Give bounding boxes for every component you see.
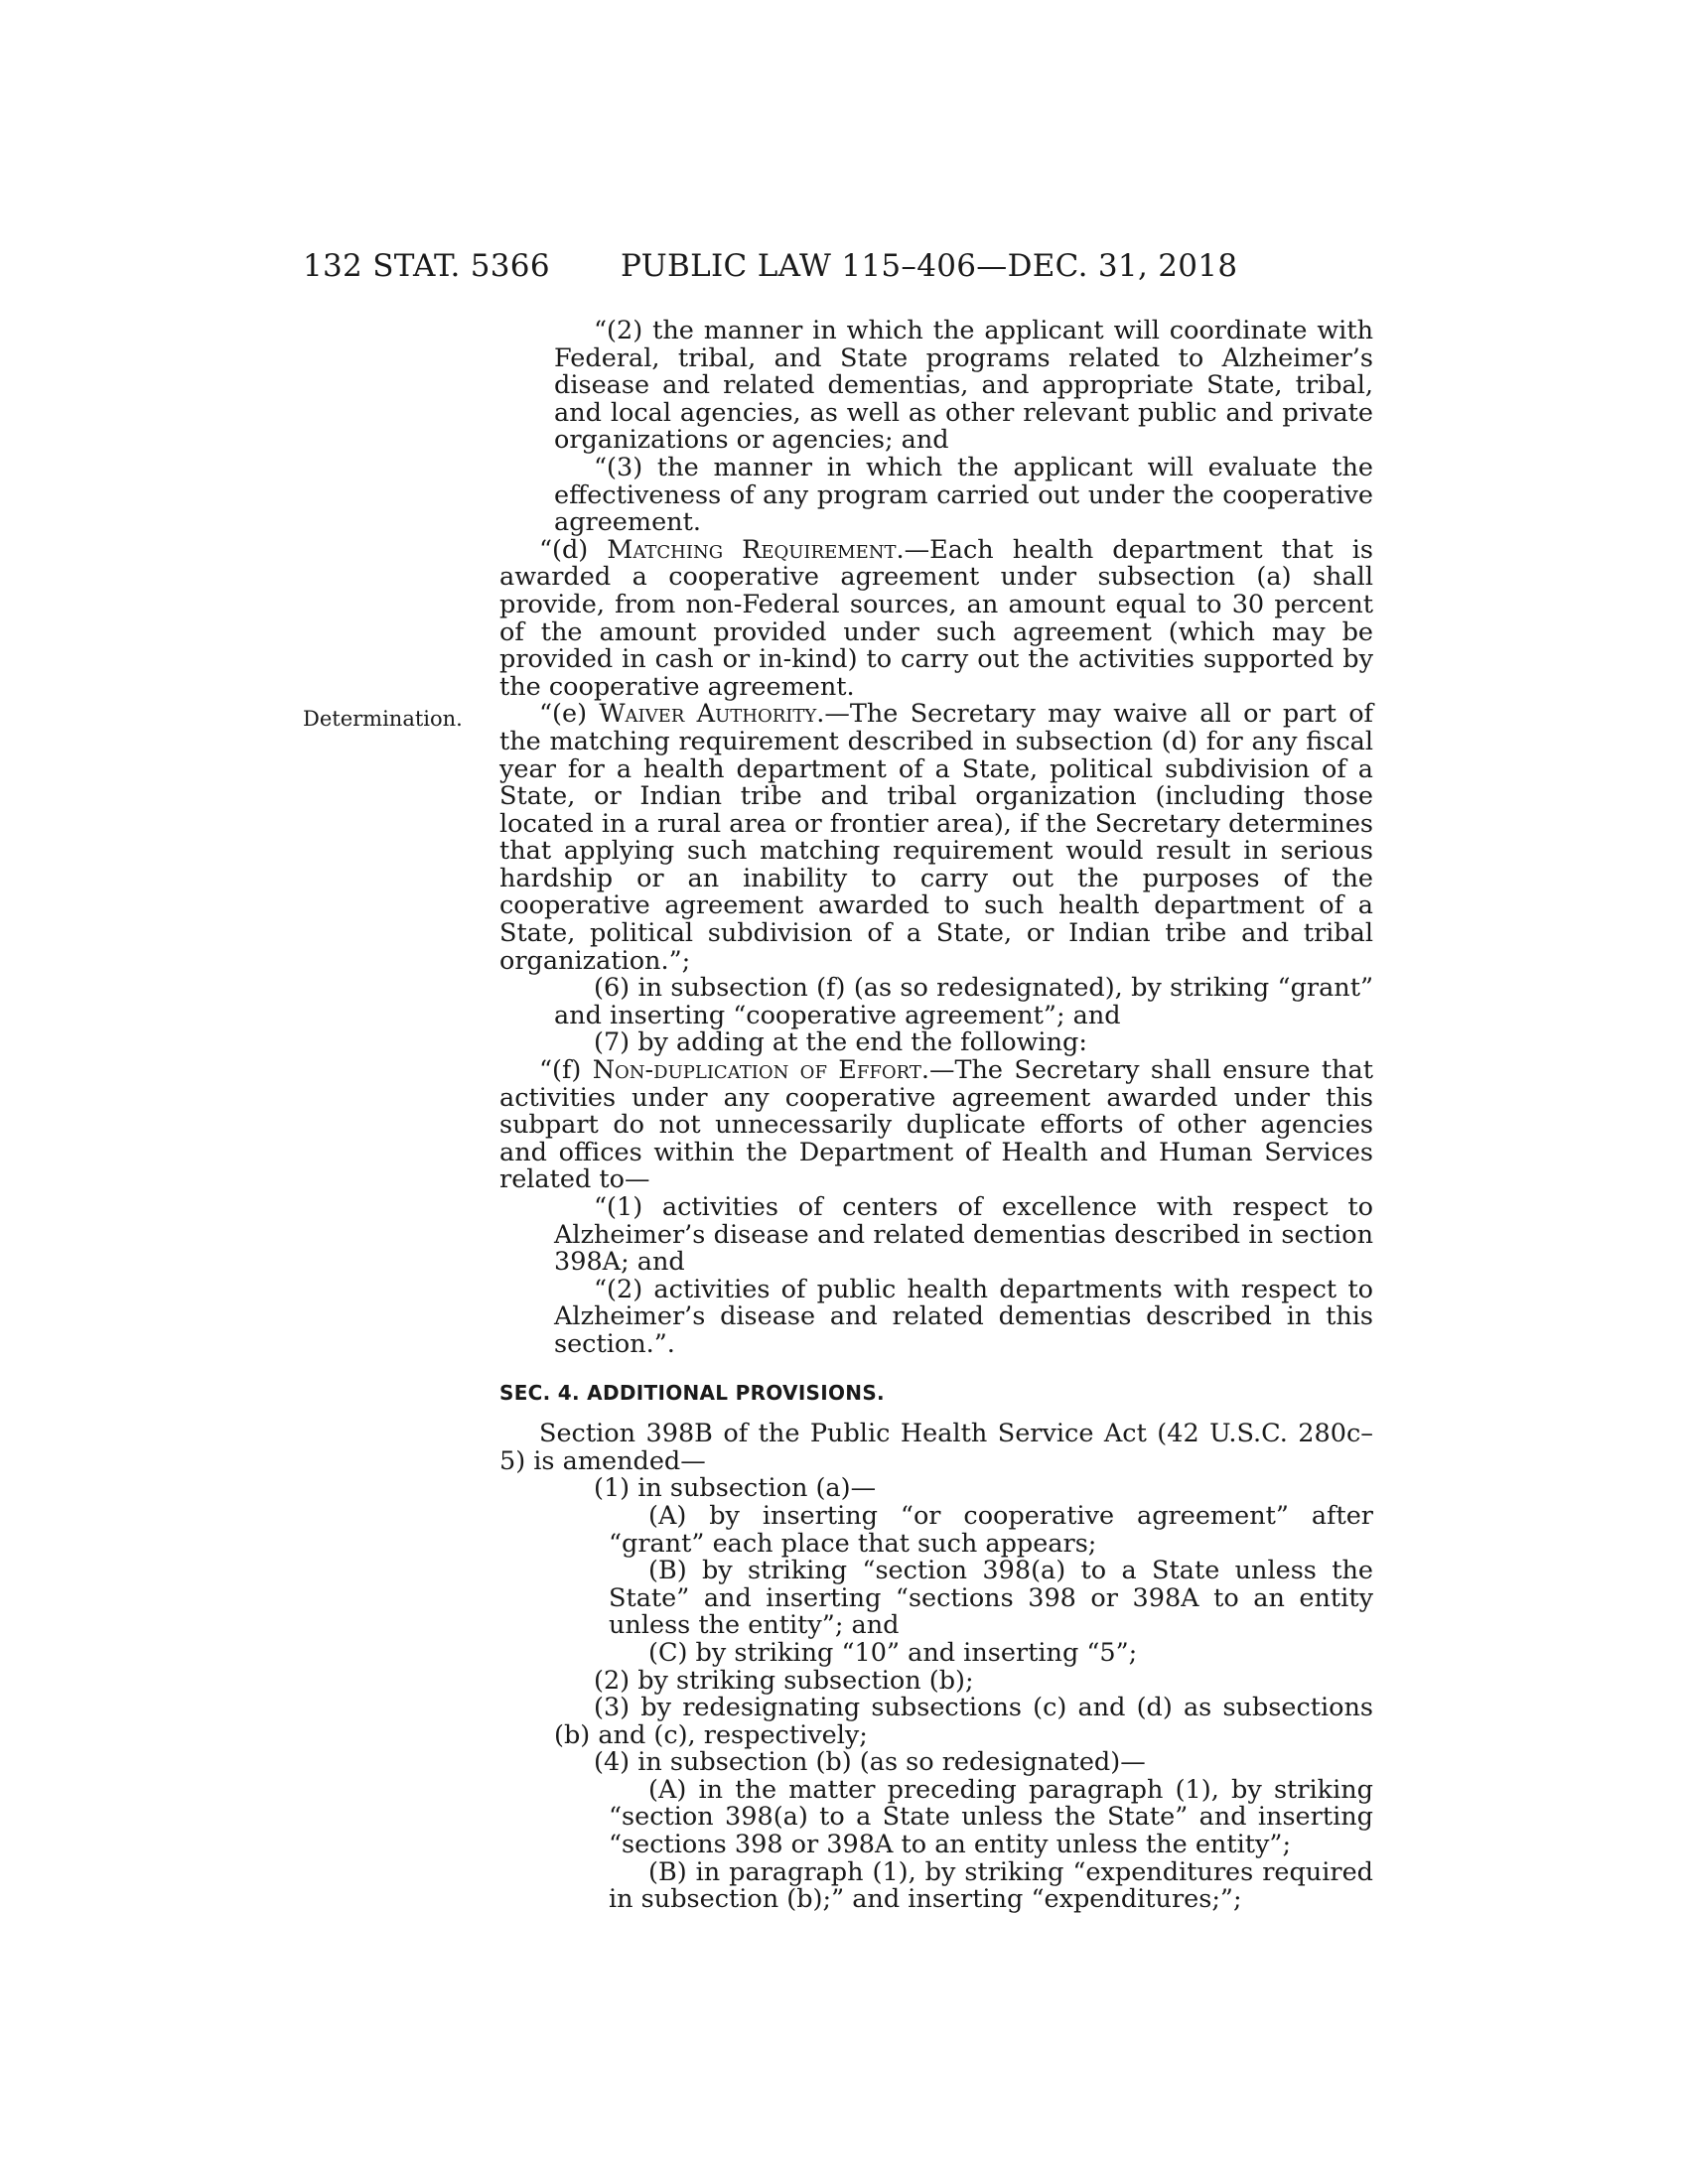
paragraph [499, 318, 1373, 455]
paragraph-text: “(2) activities of public health departments with respect to Alzheimer’s disease and related dementias described in this section.”. [554, 1274, 1373, 1359]
section-heading [499, 1380, 1373, 1408]
paragraph [499, 701, 1373, 975]
paragraph-text: (A) by inserting “or cooperative agreement” after “grant” each place that such appears; [609, 1500, 1373, 1559]
paragraph-text: (3) by redesignating subsections (c) and (d) as subsections (b) and (c), respectively; [554, 1693, 1373, 1750]
paragraph-text: .—The Secretary may waive all or part of the matching requirement described in subsection (d) for any fiscal year for a health department of a State, political subdivision of a State, or Indian tribe and tribal organization (including those located in a rural area or frontier area), if the Secretary determines that applying such matching requirement would result in serious hardship or an inability to carry out the purposes of the cooperative agreement awarded to such health department of a State, political subdivision of a State, or Indian tribe and tribal organization.”; [499, 699, 1373, 976]
paragraph-prefix: “(f) [539, 1055, 593, 1086]
paragraph-prefix: “(d) [539, 534, 608, 565]
paragraph-text: Section 398B of the Public Health Service Act (42 U.S.C. 280c–5) is amended— [499, 1419, 1373, 1476]
paragraph-text: (7) by adding at the end the following: [594, 1027, 1087, 1058]
paragraph [499, 1774, 1373, 1860]
paragraph [499, 1274, 1373, 1359]
paragraph [499, 975, 1373, 1029]
paragraph [499, 1695, 1373, 1749]
paragraph [499, 1856, 1373, 1915]
paragraph-prefix: “(e) [539, 699, 600, 730]
paragraph [499, 1475, 1373, 1503]
paragraph [499, 1558, 1373, 1640]
paragraph-text: SEC. 4. ADDITIONAL PROVISIONS. [499, 1380, 885, 1405]
paragraph-text: (A) in the matter preceding paragraph (1), by striking “section 398(a) to a State unless the State” and inserting “sections 398 or 398A to an entity unless the entity”; [609, 1774, 1373, 1860]
paragraph [499, 1194, 1373, 1277]
paragraph-text: (1) in subsection (a)— [594, 1473, 877, 1504]
paragraph [499, 1421, 1373, 1475]
paragraph-text: (C) by striking “10” and inserting “5”; [648, 1637, 1138, 1668]
paragraph [499, 1029, 1373, 1057]
statute-citation: 132 STAT. 5366 [303, 248, 550, 284]
paragraph [499, 534, 1373, 702]
paragraph [499, 1637, 1373, 1668]
paragraph-text: .—The Secretary shall ensure that activities under any cooperative agreement awarded under this subpart do not unnecessarily duplicate efforts of other agencies and offices within the Department of Health and Human Services related to— [499, 1055, 1373, 1195]
subsection-caption: Waiver Authority [599, 699, 817, 730]
paragraph-text: (B) by striking “section 398(a) to a State unless the State” and inserting “sections 398 or 398A to an entity unless the entity”; and [609, 1556, 1373, 1641]
paragraph-text: “(2) the manner in which the applicant will coordinate with Federal, tribal, and State programs related to Alzheimer’s disease and related dementias, and appropriate State, tribal, and local agencies, as well as other relevant public and private organizations or agencies; and [554, 316, 1373, 456]
paragraph-text: (6) in subsection (f) (as so redesignated), by striking “grant” and inserting “cooperative agreement”; and [554, 973, 1373, 1030]
paragraph-text: (4) in subsection (b) (as so redesignated)— [594, 1747, 1146, 1778]
paragraph-text: .—Each health department that is awarded a cooperative agreement under subsection (a) shall provide, from non-Federal sources, an amount equal to 30 percent of the amount provided under such agreement (which may be provided in cash or in-kind) to carry out the activities supported by the cooperative agreement. [499, 534, 1373, 702]
paragraph-text: (B) in paragraph (1), by striking “expenditures required in subsection (b);” and inserting “expenditures;”; [609, 1856, 1373, 1915]
subsection-caption: Non-duplication of Effort [592, 1055, 921, 1086]
law-title: PUBLIC LAW 115–406—DEC. 31, 2018 [621, 248, 1238, 284]
paragraph [499, 1665, 1373, 1696]
document-body [499, 318, 1373, 1914]
subsection-caption: Matching Requirement [607, 534, 897, 565]
paragraph-text: “(3) the manner in which the applicant will evaluate the effectiveness of any program carried out under the cooperative agreement. [554, 452, 1373, 538]
paragraph [499, 1749, 1373, 1777]
paragraph-text: “(1) activities of centers of excellence with respect to Alzheimer’s disease and related dementias described in section 398A; and [554, 1192, 1373, 1278]
margin-note: Determination. [303, 707, 463, 731]
paragraph [499, 452, 1373, 538]
paragraph [499, 1057, 1373, 1194]
running-header [303, 248, 1375, 288]
paragraph-text: (2) by striking subsection (b); [594, 1665, 974, 1696]
paragraph [499, 1500, 1373, 1559]
